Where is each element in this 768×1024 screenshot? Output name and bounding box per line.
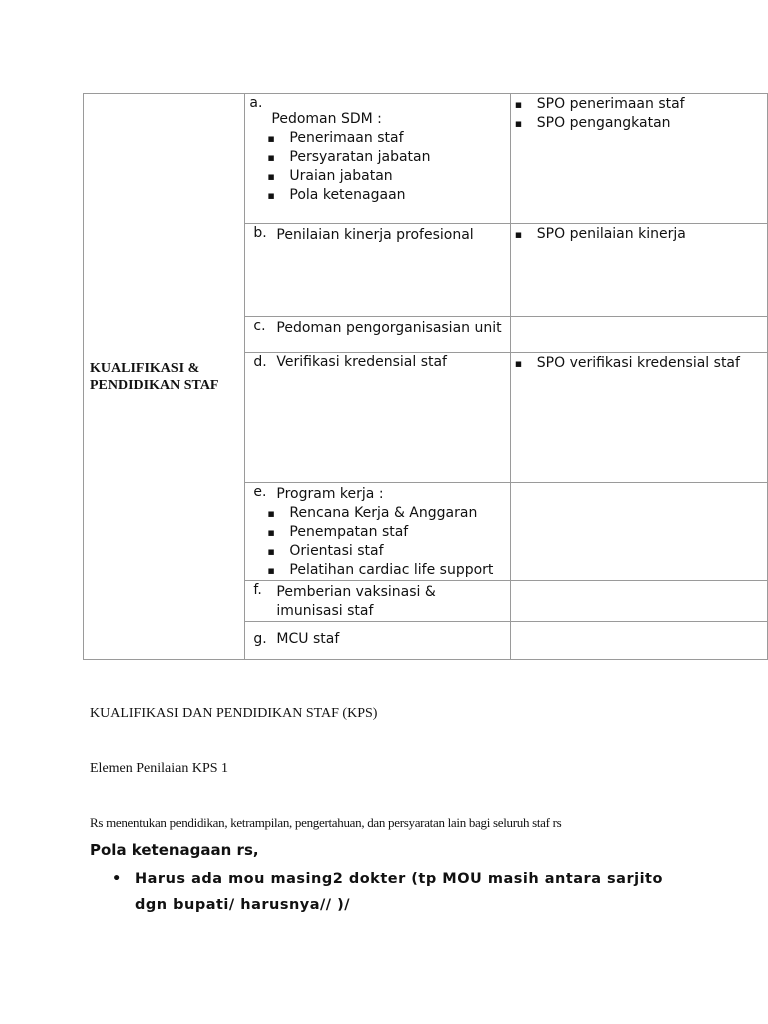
element-title: Elemen Penilaian KPS 1 [90,761,229,776]
list-item: ▪ Rencana Kerja & Anggaran [245,504,509,523]
standard-title-a: Pedoman SDM : [271,111,382,127]
document-list-d [511,353,767,373]
list-item: ▪ SPO verifikasi kredensial staf [511,354,767,373]
list-item: ▪ Pola ketenagaan [245,186,509,205]
category-line-2: PENDIDIKAN STAF [90,377,219,393]
standard-heading-d [245,353,509,372]
row-letter-e: e. [253,484,267,500]
standard-heading-a [245,94,509,129]
document-list-b [511,224,767,244]
document-cell-c [510,317,767,353]
row-letter-d: d. [253,354,267,370]
standard-cell-d [245,353,510,483]
list-item: ▪ SPO penerimaan staf [511,95,767,114]
list-item: ▪ Penempatan staf [245,523,509,542]
standard-cell-b [245,224,510,317]
row-letter-c: c. [253,318,266,334]
note-item: • Harus ada mou masing2 dokter (tp MOU masih antara sarjito dgn bupati/ harusnya// )/ [90,866,680,918]
list-item: ▪ Persyaratan jabatan [245,148,509,167]
standard-heading-c [245,317,509,338]
document-cell-g [510,622,767,660]
list-item: ▪ Uraian jabatan [245,167,509,186]
category-line-1: KUALIFIKASI & [90,360,200,376]
row-letter-b: b. [253,225,267,241]
document-cell-a [510,94,767,224]
standard-items-a [245,129,509,205]
standard-title-b: Penilaian kinerja profesional [276,227,474,243]
standard-cell-c [245,317,510,353]
standard-title-c: Pedoman pengorganisasian unit [276,320,502,336]
row-letter-g: g. [253,631,267,647]
kps-standards-table [83,93,768,660]
standard-title-e: Program kerja : [276,486,384,502]
standard-title-f: Pemberian vaksinasi & imunisasi staf [276,584,436,619]
section-title: KUALIFIKASI DAN PENDIDIKAN STAF (KPS) [90,706,378,721]
row-letter-f: f. [253,582,262,598]
document-cell-d [510,353,767,483]
standard-title-d: Verifikasi kredensial staf [276,354,447,370]
standard-cell-g [245,622,510,660]
standard-heading-f [245,581,509,621]
standard-heading-g [245,622,509,649]
list-item: ▪ Penerimaan staf [245,129,509,148]
document-cell-e [510,483,767,581]
document-cell-b [510,224,767,317]
document-list-a [511,94,767,133]
list-item: ▪ SPO penilaian kinerja [511,225,767,244]
list-item: ▪ Orientasi staf [245,542,509,561]
standard-heading-b [245,224,509,245]
standard-cell-f [245,581,510,622]
standard-heading-e [245,483,509,504]
note-list [90,866,680,918]
standard-title-g: MCU staf [276,631,340,647]
pola-heading: Pola ketenagaan rs, [90,841,259,859]
standard-cell-a [245,94,510,224]
standard-items-e [245,504,509,580]
table-row-a [84,94,768,224]
row-letter-a: a. [249,95,263,111]
category-cell [84,94,245,660]
document-cell-f [510,581,767,622]
standard-cell-e [245,483,510,581]
list-item: ▪ Pelatihan cardiac life support [245,561,509,580]
list-item: ▪ SPO pengangkatan [511,114,767,133]
requirement-text: Rs menentukan pendidikan, ketrampilan, pengertahuan, dan persyaratan lain bagi seluruh staf rs [90,815,562,830]
